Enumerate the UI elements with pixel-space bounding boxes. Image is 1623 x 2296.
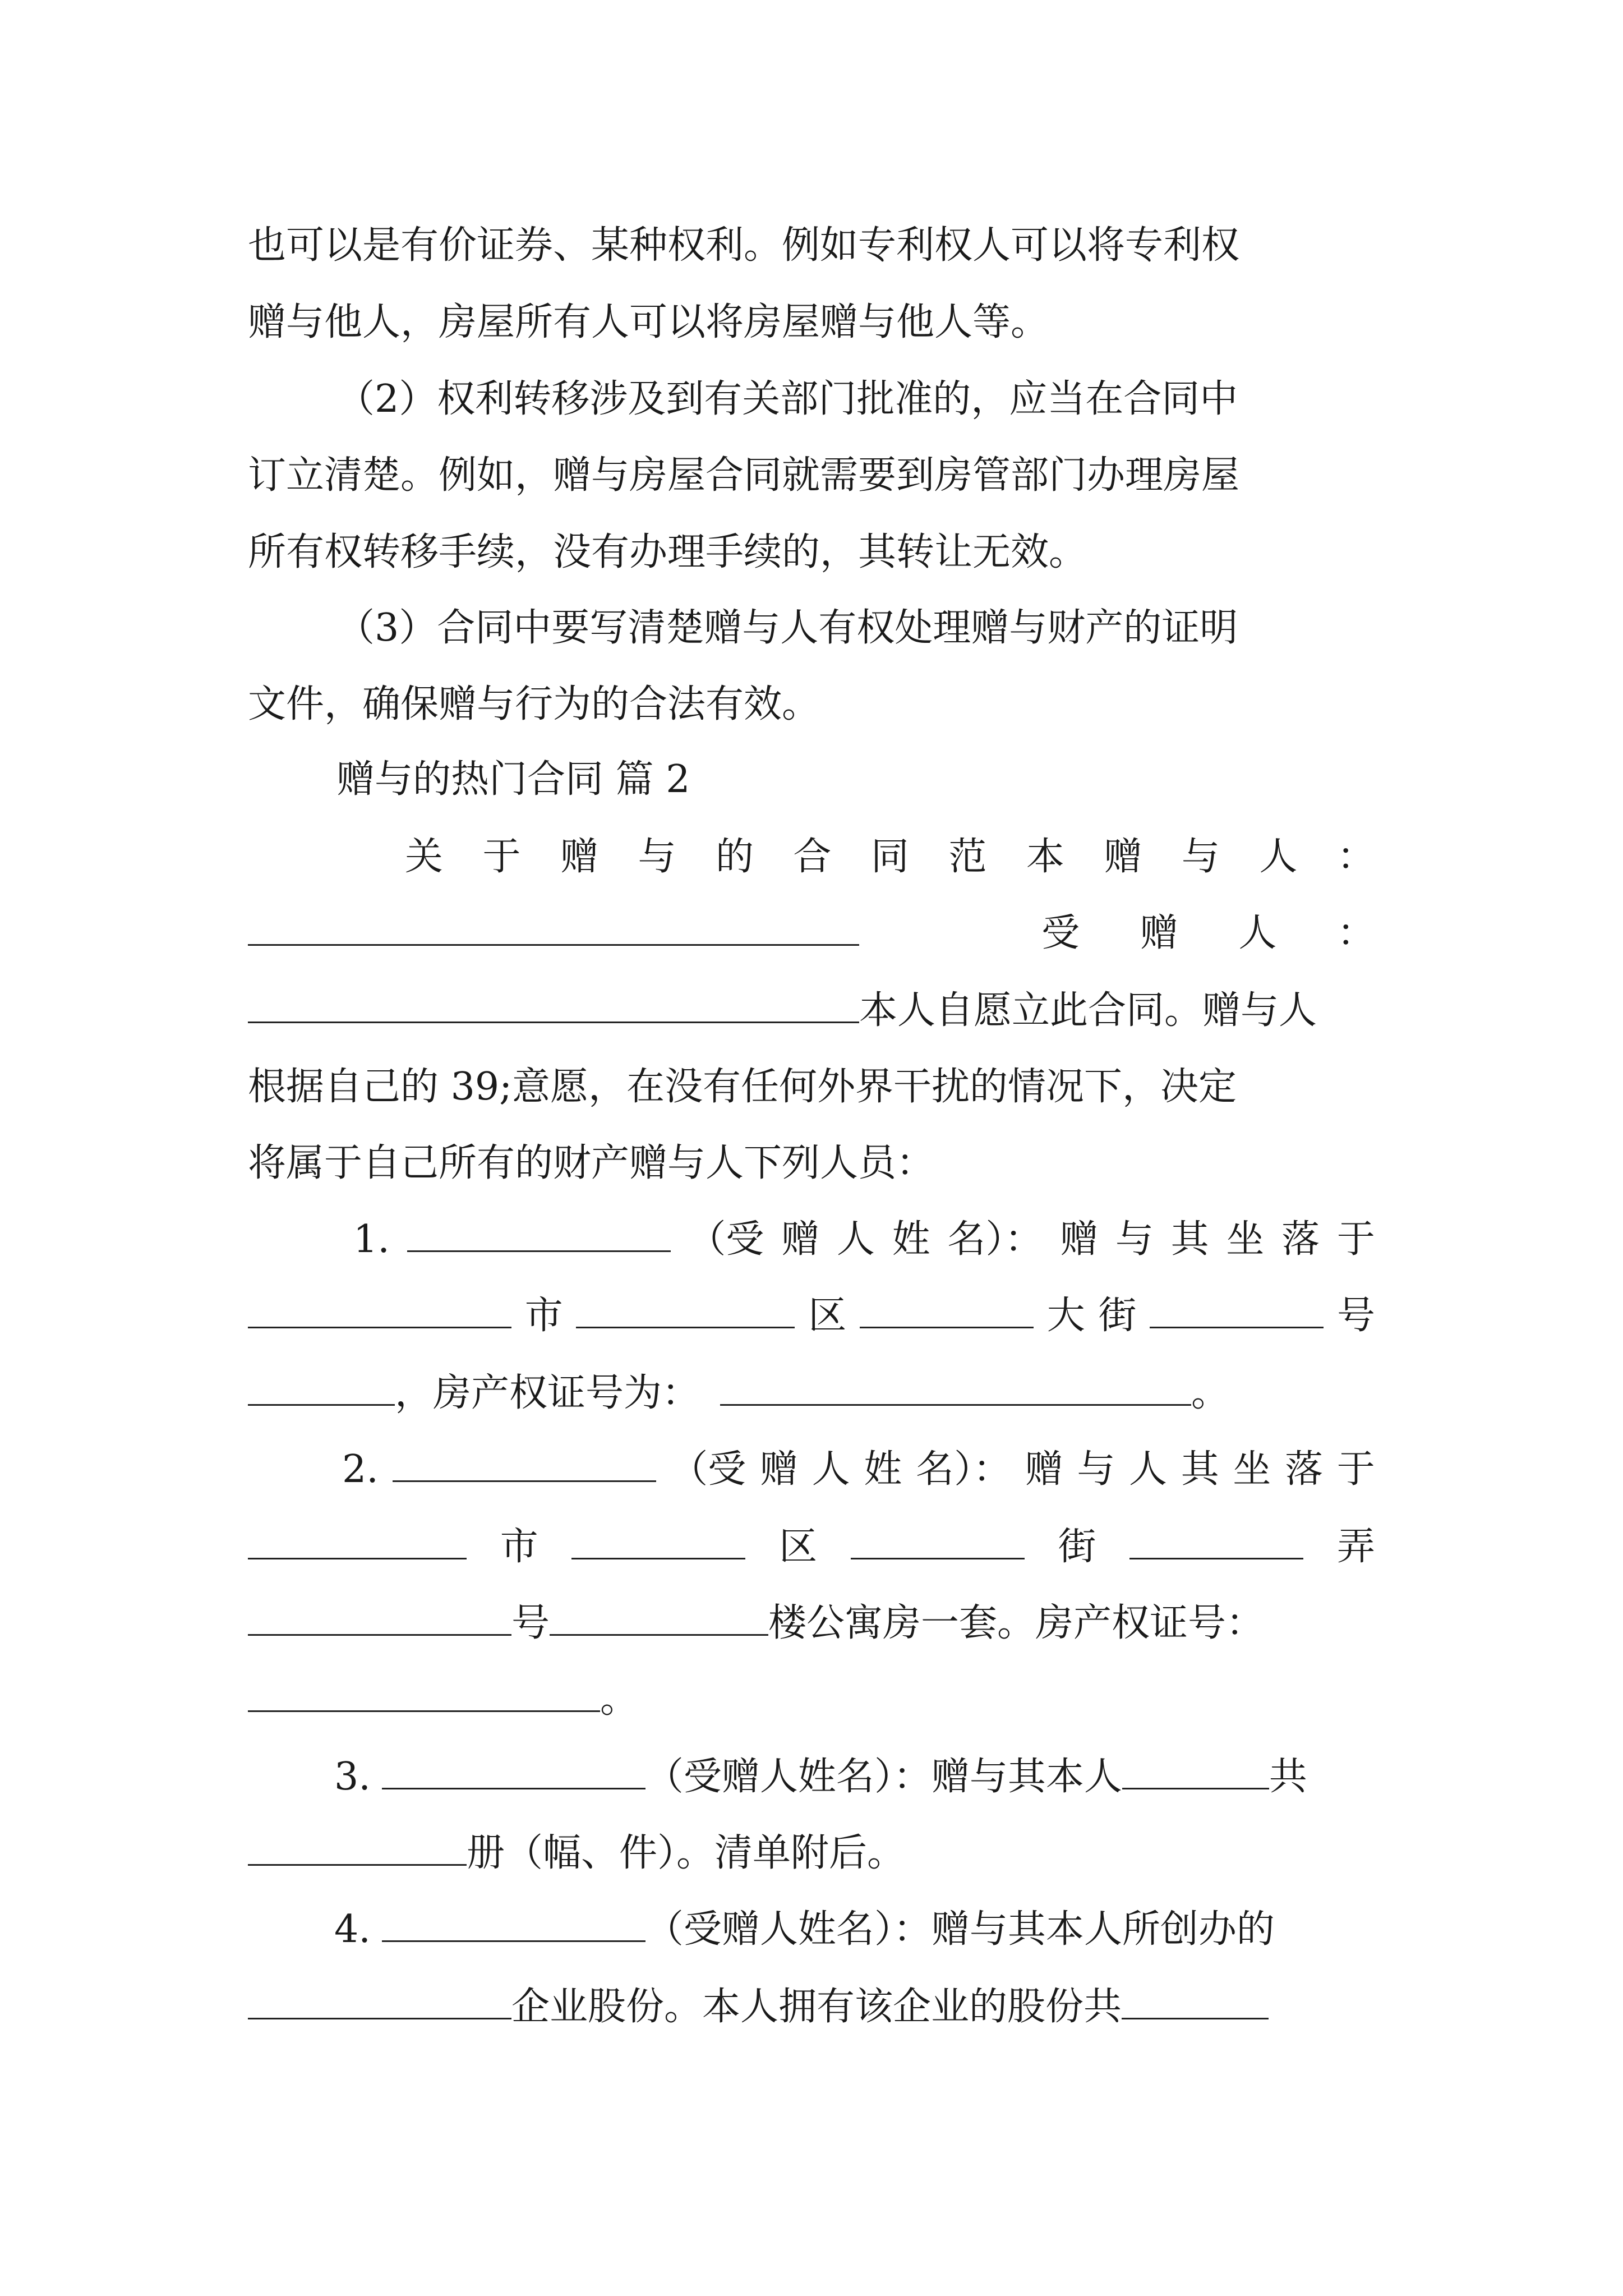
paragraph-line: 。 [248, 1672, 1375, 1728]
item-name-blank[interactable] [1122, 1753, 1269, 1789]
street-blank[interactable] [851, 1523, 1025, 1559]
address-line: 市 区 大 街 号 [248, 1288, 1375, 1344]
item-1-line: 1. （受 赠 人 姓 名）： 赠 与 其 坐 落 于 [353, 1212, 1375, 1268]
recipient-name-blank[interactable] [382, 1753, 645, 1789]
paragraph-line: 赠与他人，房屋所有人可以将房屋赠与他人等。 [248, 300, 1049, 344]
city-blank[interactable] [248, 1292, 511, 1328]
recipient-name-blank[interactable] [393, 1446, 656, 1482]
item-3-line: 3. （受赠人姓名）：赠与其本人 共 [334, 1749, 1375, 1805]
paragraph-line: 所有权转移手续，没有办理手续的，其转让无效。 [248, 530, 1087, 574]
number-blank[interactable] [248, 1599, 511, 1636]
quantity-blank[interactable] [248, 1829, 467, 1866]
certificate-number-blank[interactable] [248, 1676, 600, 1712]
section-heading: 赠与的热门合同 篇 2 [336, 757, 690, 802]
paragraph-line: 企业股份。本人拥有该企业的股份共 [248, 1979, 1375, 2035]
paragraph-line: 文件，确保赠与行为的合法有效。 [248, 682, 820, 726]
street-blank[interactable] [860, 1292, 1034, 1328]
recipient-name-blank[interactable] [248, 987, 859, 1023]
paragraph-line: 订立清楚。例如，赠与房屋合同就需要到房管部门办理房屋 [248, 453, 1240, 498]
paragraph-line: （3）合同中要写清楚赠与人有权处理赠与财产的证明 [336, 606, 1238, 650]
certificate-number-blank[interactable] [720, 1369, 1191, 1406]
paragraph-line: ，房产权证号为： 。 [248, 1365, 1375, 1421]
enterprise-name-blank[interactable] [248, 1983, 511, 2019]
district-blank[interactable] [571, 1523, 745, 1559]
paragraph-line: 根据自己的 39;意愿，在没有任何外界干扰的情况下，决定 [248, 1065, 1237, 1109]
contract-title-line: 关 于 赠 与 的 合 同 范 本 赠 与 人 ： [405, 835, 1375, 879]
recipient-name-blank[interactable] [407, 1216, 671, 1252]
paragraph-line: 号 楼公寓房一套。房产权证号： [248, 1595, 1375, 1651]
paragraph-line: （2）权利转移涉及到有关部门批准的，应当在合同中 [336, 377, 1238, 421]
unit-blank[interactable] [248, 1369, 395, 1406]
item-2-line: 2. （受 赠 人 姓 名）： 赠 与 人 其 坐 落 于 [342, 1442, 1375, 1498]
lane-blank[interactable] [1129, 1523, 1303, 1559]
paragraph-line: 也可以是有价证券、某种权利。例如专利权人可以将专利权 [248, 223, 1240, 268]
city-blank[interactable] [248, 1523, 467, 1559]
number-blank[interactable] [1150, 1292, 1324, 1328]
paragraph-line: 将属于自己所有的财产赠与人下列人员： [248, 1141, 935, 1185]
recipient-name-blank[interactable] [382, 1906, 645, 1942]
item-4-line: 4. （受赠人姓名）：赠与其本人所创办的 [334, 1902, 1375, 1958]
paragraph-line: 册（幅、件）。清单附后。 [248, 1825, 1375, 1881]
recipient-line: 受 赠 人 ： [248, 905, 1375, 961]
share-amount-blank[interactable] [1122, 1983, 1269, 2019]
paragraph-line: 本人自愿立此合同。赠与人 [248, 983, 1375, 1039]
building-blank[interactable] [550, 1599, 768, 1636]
donor-name-blank[interactable] [248, 909, 859, 946]
address-line: 市 区 街 弄 [248, 1519, 1375, 1575]
district-blank[interactable] [576, 1292, 795, 1328]
